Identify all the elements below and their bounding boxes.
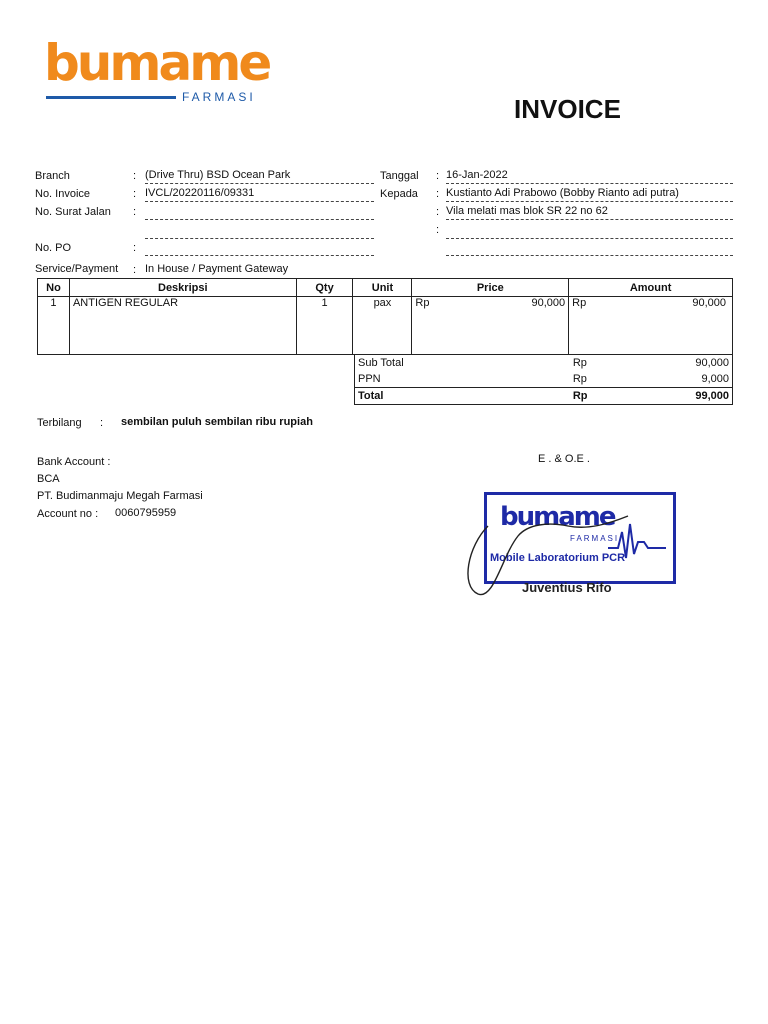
header-unit: Unit <box>353 279 412 297</box>
stamp-wordmark: bumame <box>500 502 615 532</box>
surat-jalan-line <box>145 219 374 220</box>
ppn-label: PPN <box>355 371 570 388</box>
colon: : <box>133 206 137 218</box>
address-line-3 <box>446 255 733 256</box>
total-row <box>355 388 733 405</box>
kepada-line <box>446 201 733 202</box>
surat-jalan-label: No. Surat Jalan <box>35 206 111 218</box>
tanggal-value: 16-Jan-2022 <box>446 169 508 181</box>
eoe-note: E . & O.E . <box>538 453 590 465</box>
branch-line <box>145 183 374 184</box>
colon: : <box>436 206 440 218</box>
stamp-line: Mobile Laboratorium PCR <box>490 552 626 564</box>
colon: : <box>133 242 137 254</box>
total-currency: Rp <box>572 390 588 402</box>
account-number-label: Account no : <box>37 508 99 520</box>
invoice-number-line <box>145 201 374 202</box>
amount-value: 90,000 <box>692 297 726 309</box>
total-value: 99,000 <box>695 390 729 402</box>
account-number-value: 0060795959 <box>115 507 177 519</box>
header-qty: Qty <box>296 279 353 297</box>
table-header-row <box>38 279 733 297</box>
row-price <box>412 297 569 355</box>
tanggal-label: Tanggal <box>380 170 419 182</box>
bank-name: BCA <box>37 473 60 485</box>
row-description: ANTIGEN REGULAR <box>69 297 296 355</box>
invoice-number-label: No. Invoice <box>35 188 91 200</box>
service-payment-label: Service/Payment <box>35 263 119 275</box>
terbilang-value: sembilan puluh sembilan ribu rupiah <box>121 416 313 428</box>
branch-label: Branch <box>35 170 70 182</box>
colon: : <box>133 188 137 200</box>
tanggal-line <box>446 183 733 184</box>
ppn-value: 9,000 <box>701 373 729 385</box>
terbilang-label: Terbilang <box>37 417 82 429</box>
colon: : <box>436 224 440 236</box>
address-line-2 <box>446 238 733 239</box>
invoice-title: INVOICE <box>514 94 621 124</box>
company-logo <box>44 34 274 108</box>
logo-wordmark: bumame <box>44 34 270 92</box>
header-deskripsi: Deskripsi <box>69 279 296 297</box>
colon: : <box>436 188 440 200</box>
ppn-row <box>355 371 733 388</box>
row-amount <box>569 297 733 355</box>
logo-underline <box>46 96 176 99</box>
header-amount: Amount <box>569 279 733 297</box>
price-value: 90,000 <box>531 297 566 309</box>
terbilang-colon: : <box>100 417 104 429</box>
items-table <box>37 278 733 355</box>
po-line <box>145 255 374 256</box>
subtotal-row <box>355 355 733 371</box>
surat-jalan-line-2 <box>145 238 374 239</box>
po-label: No. PO <box>35 242 72 254</box>
colon: : <box>133 170 137 182</box>
invoice-number-value: IVCL/20220116/09331 <box>145 187 255 199</box>
bank-company: PT. Budimanmaju Megah Farmasi <box>37 490 203 502</box>
subtotal-value: 90,000 <box>695 357 729 369</box>
total-label: Total <box>355 388 570 405</box>
branch-value: (Drive Thru) BSD Ocean Park <box>145 169 291 181</box>
price-currency: Rp <box>415 297 430 309</box>
subtotal-label: Sub Total <box>355 355 570 371</box>
amount-currency: Rp <box>572 297 587 309</box>
colon: : <box>133 264 137 276</box>
stamp-subtitle: FARMASI <box>570 534 620 543</box>
bank-account-label: Bank Account : <box>37 456 111 468</box>
logo-subtitle: FARMASI <box>182 90 256 104</box>
kepada-value: Kustianto Adi Prabowo (Bobby Rianto adi putra) <box>446 187 679 199</box>
table-row <box>38 297 733 355</box>
stamp <box>458 478 682 618</box>
kepada-label: Kepada <box>380 188 418 200</box>
ppn-currency: Rp <box>572 373 587 385</box>
signer-name: Juventius Rifo <box>522 580 612 595</box>
row-unit: pax <box>353 297 412 355</box>
header-no: No <box>38 279 70 297</box>
subtotal-currency: Rp <box>572 357 587 369</box>
address-line <box>446 219 733 220</box>
totals-table <box>354 355 733 405</box>
address-value: Vila melati mas blok SR 22 no 62 <box>446 205 608 217</box>
header-price: Price <box>412 279 569 297</box>
colon: : <box>436 170 440 182</box>
service-payment-value: In House / Payment Gateway <box>145 263 289 275</box>
row-no: 1 <box>38 297 70 355</box>
row-qty: 1 <box>296 297 353 355</box>
